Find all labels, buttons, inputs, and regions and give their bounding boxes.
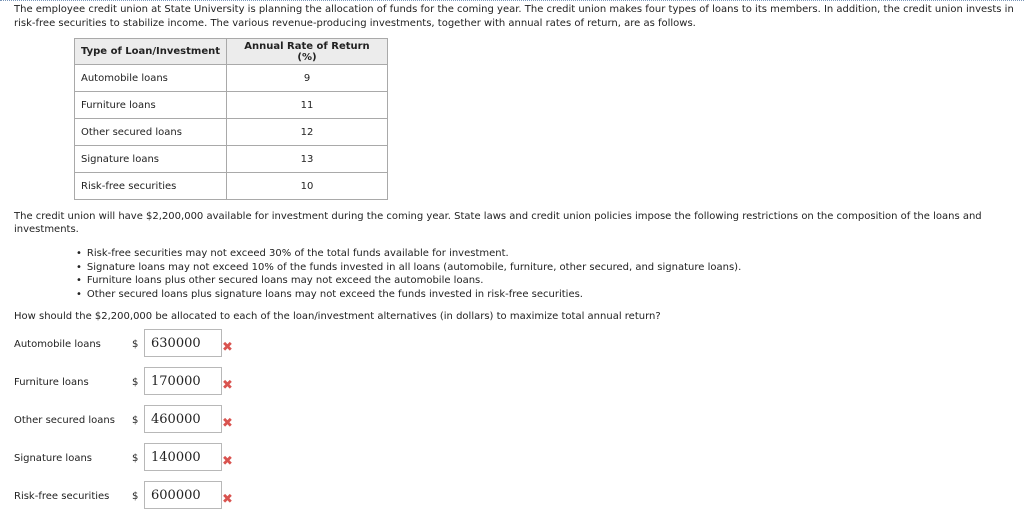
- header-loan-type: Type of Loan/Investment: [75, 39, 227, 65]
- rate-cell: 10: [227, 173, 388, 200]
- dollar-sign: $: [132, 339, 139, 350]
- intro-paragraph: The employee credit union at State University is planning the allocation of funds for the coming year. The credit union makes four types of loans to its members. In addition, the credit union invests in risk-free securities to stabilize income. The various revenue-producing investments, together with annual rates of return, are as follows.: [14, 4, 1014, 29]
- dollar-sign: $: [132, 491, 139, 502]
- table-row: [75, 173, 388, 200]
- header-annual-rate: Annual Rate of Return (%): [227, 39, 388, 65]
- other-secured-loans-input[interactable]: [144, 405, 222, 433]
- incorrect-icon: ✖: [222, 378, 233, 393]
- answer-row-other-secured: [14, 405, 254, 435]
- risk-free-securities-input[interactable]: [144, 481, 222, 509]
- rates-table: [74, 38, 388, 200]
- signature-loans-input[interactable]: [144, 443, 222, 471]
- restrictions-list: [76, 247, 741, 301]
- rate-cell: 9: [227, 65, 388, 92]
- dollar-sign: $: [132, 453, 139, 464]
- table-header-row: [75, 39, 388, 65]
- loan-type-cell: Signature loans: [75, 146, 227, 173]
- answer-label: Furniture loans: [14, 377, 89, 388]
- restriction-item: • Other secured loans plus signature loans may not exceed the funds invested in risk-free securities.: [76, 288, 741, 302]
- restriction-item: • Risk-free securities may not exceed 30% of the total funds available for investment.: [76, 247, 741, 261]
- table-row: [75, 119, 388, 146]
- restriction-item: • Signature loans may not exceed 10% of the funds invested in all loans (automobile, furniture, other secured, and signature loans).: [76, 261, 741, 275]
- table-row: [75, 92, 388, 119]
- restriction-item: • Furniture loans plus other secured loans may not exceed the automobile loans.: [76, 274, 741, 288]
- loan-type-cell: Other secured loans: [75, 119, 227, 146]
- dollar-sign: $: [132, 415, 139, 426]
- incorrect-icon: ✖: [222, 340, 233, 355]
- table-row: [75, 146, 388, 173]
- rate-cell: 12: [227, 119, 388, 146]
- loan-type-cell: Risk-free securities: [75, 173, 227, 200]
- loan-type-cell: Automobile loans: [75, 65, 227, 92]
- question-text: How should the $2,200,000 be allocated to each of the loan/investment alternatives (in dollars) to maximize total annual return?: [14, 311, 661, 322]
- rate-cell: 13: [227, 146, 388, 173]
- incorrect-icon: ✖: [222, 416, 233, 431]
- table-row: [75, 65, 388, 92]
- answer-row-furniture: [14, 367, 254, 397]
- incorrect-icon: ✖: [222, 492, 233, 507]
- answer-label: Signature loans: [14, 453, 92, 464]
- loan-type-cell: Furniture loans: [75, 92, 227, 119]
- answer-label: Risk-free securities: [14, 491, 110, 502]
- answer-row-automobile: [14, 329, 254, 359]
- top-divider: [0, 0, 1024, 1]
- incorrect-icon: ✖: [222, 454, 233, 469]
- dollar-sign: $: [132, 377, 139, 388]
- answer-label: Automobile loans: [14, 339, 101, 350]
- automobile-loans-input[interactable]: [144, 329, 222, 357]
- funds-paragraph: The credit union will have $2,200,000 available for investment during the coming year. State laws and credit union policies impose the following restrictions on the composition of the loans and investments.: [14, 211, 982, 235]
- answer-label: Other secured loans: [14, 415, 115, 426]
- rate-cell: 11: [227, 92, 388, 119]
- answer-row-risk-free: [14, 481, 254, 511]
- answer-row-signature: [14, 443, 254, 473]
- furniture-loans-input[interactable]: [144, 367, 222, 395]
